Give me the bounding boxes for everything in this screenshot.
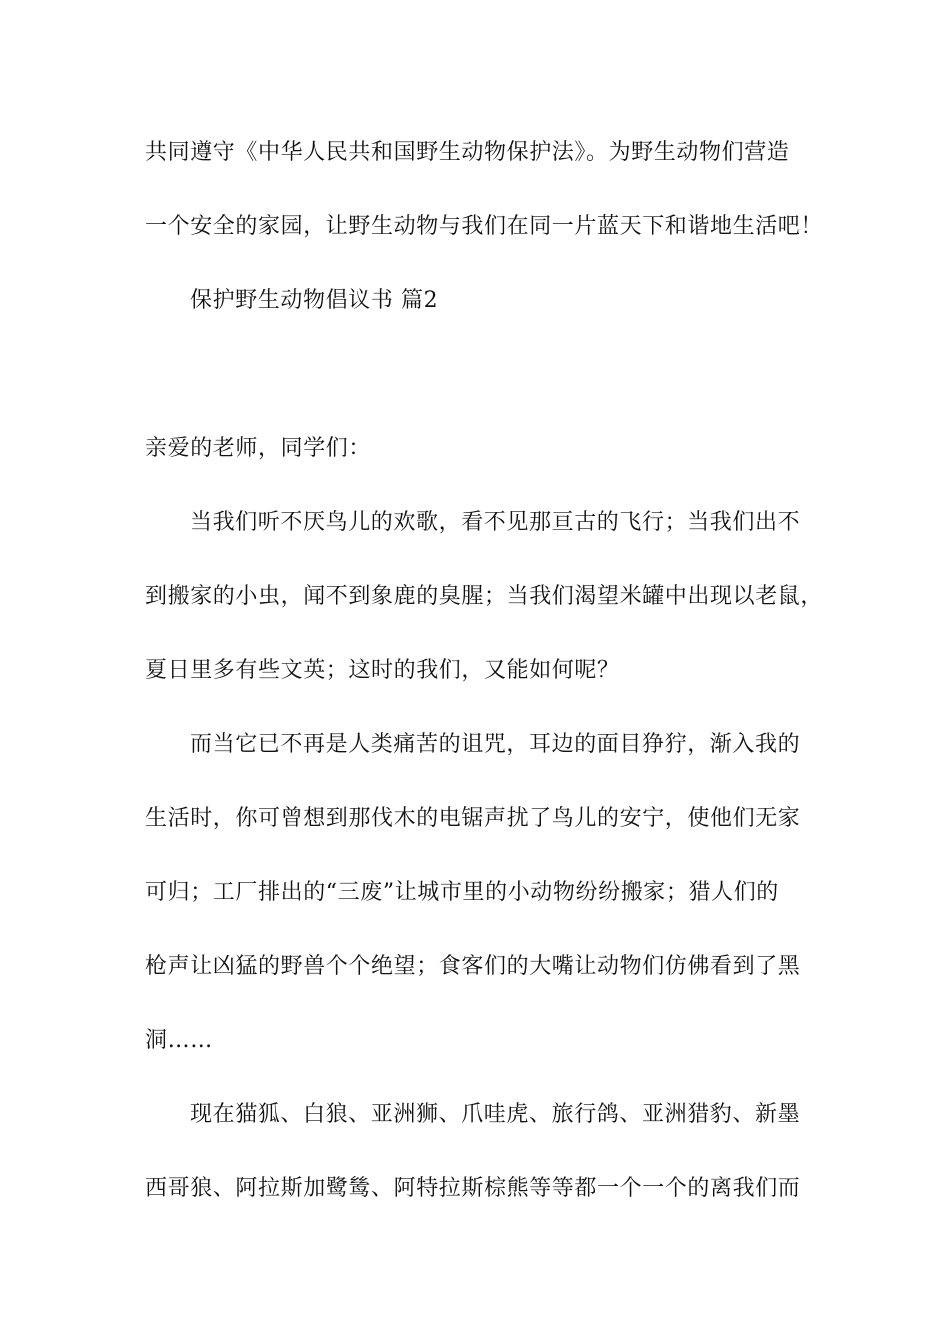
text-line: 现在猫狐、白狼、亚洲狮、爪哇虎、旅行鸽、亚洲猎豹、新墨 bbox=[190, 1102, 801, 1127]
text-line: 夏日里多有些文英；这时的我们，又能如何呢？ bbox=[145, 658, 620, 683]
text-line: 生活时，你可曾想到那伐木的电锯声扰了鸟儿的安宁，使他们无家 bbox=[145, 806, 801, 831]
text-line: 枪声让凶猛的野兽个个绝望；食客们的大嘴让动物们仿佛看到了黑 bbox=[145, 954, 801, 979]
text-line: 当我们听不厌鸟儿的欢歌，看不见那亘古的飞行；当我们出不 bbox=[190, 510, 801, 535]
text-line: 到搬家的小虫，闻不到象鹿的臭腥；当我们渴望米罐中出现以老鼠， bbox=[145, 584, 824, 609]
section-heading: 保护野生动物倡议书 篇2 bbox=[190, 288, 439, 313]
salutation: 亲爱的老师，同学们： bbox=[145, 436, 372, 461]
text-line: 西哥狼、阿拉斯加鹭鸶、阿特拉斯棕熊等等都一个一个的离我们而 bbox=[145, 1176, 801, 1201]
text-line: 而当它已不再是人类痛苦的诅咒，耳边的面目狰狞，渐入我的 bbox=[190, 732, 801, 757]
text-line: 共同遵守《中华人民共和国野生动物保护法》。为野生动物们营造 bbox=[145, 140, 790, 165]
text-line: 可归；工厂排出的“三废”让城市里的小动物纷纷搬家；猎人们的 bbox=[145, 880, 779, 905]
text-line: 洞…… bbox=[145, 1028, 213, 1053]
text-line: 一个安全的家园，让野生动物与我们在同一片蓝天下和谐地生活吧！ bbox=[145, 214, 824, 239]
